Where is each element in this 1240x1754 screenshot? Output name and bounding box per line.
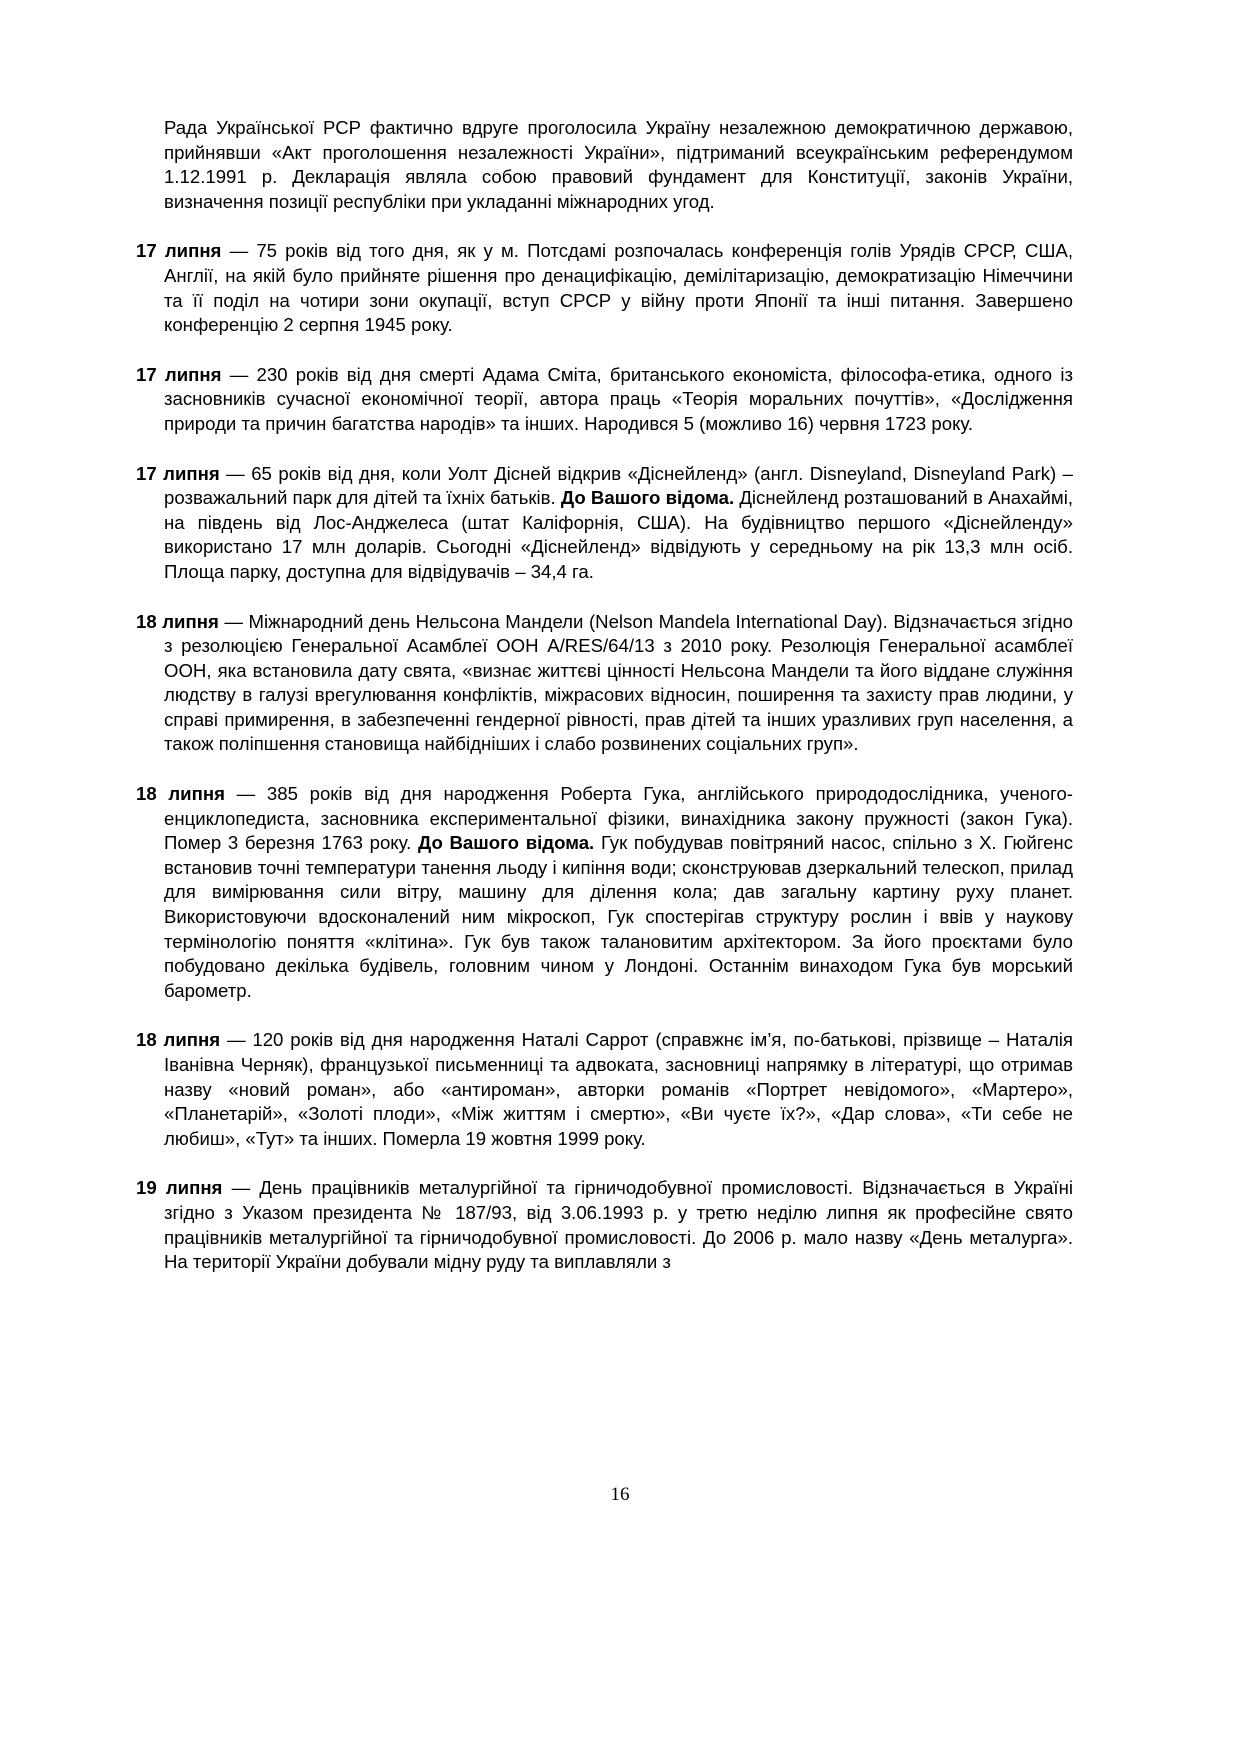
entry-text-after: Гук побудував повітряний насос, спільно з Х. Гюйгенс встановив точні температури танення льоду і кипіння води; сконструював дзеркальний телескоп, прилад для вимірювання сили вітру, машину для ділення кола; дав загальну картину руху планет. Використовуючи вдосконалений ним мікроскоп, Гук спостерігав структуру рослин і ввів у наукову термінологію поняття «клітина». Гук був також талановитим архітектором. За його проєктами було побудовано декілька будівель, головним чином у Лондоні. Останнім винаходом Гука був морський барометр. (164, 832, 1073, 1001)
entry-text: — Міжнародний день Нельсона Мандели (Nelson Mandela International Day). Відзначається згідно з резолюцією Генеральної Асамблеї ООН A/RES/64/13 з 2010 року. Резолюція Генеральної асамблеї ООН, яка встановила дату свята, «визнає життєві цінності Нельсона Мандели та його віддане служіння людству в галузі врегулювання конфліктів, міжрасових відносин, поширення та захисту прав людини, у справі примирення, в забезпеченні гендерної рівності, прав дітей та інших уразливих груп населення, а також поліпшення становища найбідніших і слабо розвинених соціальних груп». (164, 610, 1073, 755)
entry-date: 18 липня (136, 610, 219, 632)
entry-emphasis: До Вашого відома. (417, 832, 595, 854)
entry-text: — 65 років від дня, коли Уолт Дісней відкрив «Діснейленд» (англ. Disneyland, Disneyland Park) – розважальний парк для дітей та їхніх батьків. (164, 462, 1073, 509)
entry-date: 19 липня (136, 1177, 223, 1199)
entry-text-after: Діснейленд розташований в Анахаймі, на південь від Лос-Анджелеса (штат Каліфорнія, США). На будівництво першого «Діснейленду» використано 17 млн доларів. Сьогодні «Діснейленд» відвідують у середньому на рік 13,3 млн осіб. Площа парку, доступна для відвідувачів – 34,4 га. (164, 487, 1073, 582)
entry-nelson-mandela-day (136, 610, 1073, 758)
entry-robert-hooke (136, 782, 1073, 1003)
entry-date: 17 липня (136, 240, 222, 262)
entry-date: 18 липня (136, 783, 225, 805)
entry-text: Рада Української РСР фактично вдруге проголосила Україну незалежною демократичною державою, прийнявши «Акт проголошення незалежності України», підтриманий всеукраїнським референдумом 1.12.1991 р. Декларація являла собою правовий фундамент для Конституції, законів України, визначення позиції республіки при укладанні міжнародних угод. (164, 117, 1073, 212)
entry-date: 17 липня (136, 363, 222, 385)
page-content (136, 116, 1073, 1300)
entry-emphasis: До Вашого відома. (560, 487, 735, 509)
entry-metallurgy-day (136, 1176, 1073, 1274)
entry-text: — 385 років від дня народження Роберта Гука, англійського природодослідника, ученого-енциклопедиста, засновника експериментальної фізики, винахідника закону пружності (закон Гука). Помер 3 березня 1763 року. (164, 783, 1073, 854)
entry-adam-smith (136, 363, 1073, 437)
entry-potsdam-conference (136, 239, 1073, 337)
entry-date: 17 липня (136, 462, 220, 484)
entry-text: — День працівників металургійної та гірничодобувної промисловості. Відзначається в Україні згідно з Указом президента № 187/93, від 3.06.1993 р. у третю неділю липня як професійне свято працівників металургійної та гірничодобувної промисловості. До 2006 р. мало назву «День металурга». На території України добували мідну руду та виплавляли з (164, 1177, 1073, 1273)
page-number: 16 (610, 1484, 630, 1505)
entry-continued (136, 116, 1073, 214)
entry-nathalie-sarraute (136, 1028, 1073, 1151)
entry-text: — 120 років від дня народження Наталі Саррот (справжнє ім’я, по-батькові, прізвище – Наталія Іванівна Черняк), французької письменниці та адвоката, засновниці напрямку в літературі, що отримав назву «новий роман», або «антироман», авторки романів «Портрет невідомого», «Мартеро», «Планетарій», «Золоті плоди», «Між життям і смертю», «Ви чуєте їх?», «Дар слова», «Ти себе не любиш», «Тут» та інших. Померла 19 жовтня 1999 року. (164, 1029, 1073, 1149)
entry-text: — 230 років від дня смерті Адама Сміта, британського економіста, філософа-етика, одного із засновників сучасної економічної теорії, автора праць «Теорія моральних почуттів», «Дослідження природи та причин багатства народів» та інших. Народився 5 (можливо 16) червня 1723 року. (164, 363, 1074, 434)
entry-date: 18 липня (136, 1029, 221, 1051)
entry-disneyland (136, 462, 1073, 585)
entry-text: — 75 років від того дня, як у м. Потсдамі розпочалась конференція голів Урядів СРСР, США, Англії, на якій було прийняте рішення про денацифікацію, демілітаризацію, демократизацію Німеччини та її поділ на чотири зони окупації, вступ СРСР у війну проти Японії та інші питання. Завершено конференцію 2 серпня 1945 року. (164, 240, 1074, 336)
